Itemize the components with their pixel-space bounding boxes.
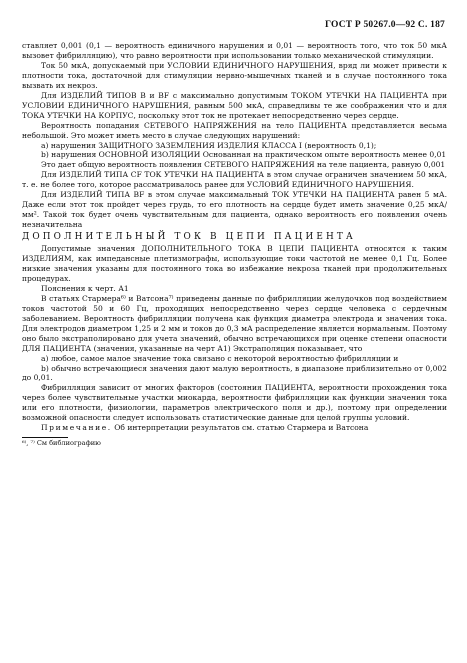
footnote: ⁶⁾, ⁷⁾ См библиографию	[22, 439, 101, 448]
paragraph: Для ИЗДЕЛИЙ ТИПА CF ТОК УТЕЧКИ НА ПАЦИЕНТА в этом случае ограничен значением 50 мкА, т. е. не более того, которое рассматривалось ранее для УСЛОВИЙ ЕДИНИЧНОГО НАРУШЕНИЯ.	[22, 170, 447, 190]
note-text: Об интерпретации результатов см. статью Стармера и Ватсона	[111, 423, 369, 433]
section-heading: ДОПОЛНИТЕЛЬНЫЙ ТОК В ЦЕПИ ПАЦИЕНТА	[22, 232, 356, 243]
paragraph: ставляет 0,001 (0,1 — вероятность единичного нарушения и 0,01 — вероятность того, что ток 50 мкА вызовет фибрилляцию), что равно вероятности при использовании только механической стимуляции.	[22, 41, 447, 60]
paragraph: Вероятность попадания СЕТЕВОГО НАПРЯЖЕНИЯ на тело ПАЦИЕНТА представляется весьма небольшой. Это может иметь место в случае следующих нарушений:	[22, 120, 447, 140]
list-item: b) обычно встречающиеся значения дают малую вероятность, в диапазоне приблизительно от 0,002 до 0,01.	[22, 363, 447, 383]
paragraph: Для ИЗДЕЛИЙ ТИПОВ В и BF с максимально допустимым ТОКОМ УТЕЧКИ НА ПАЦИЕНТА при УСЛОВИИ ЕДИНИЧНОГО НАРУШЕНИЯ, равным 500 мкА, справедливы те же соображения что и для ТОКА УТЕЧКИ НА КОРПУС, поскольку этот ток не протекает непосредственно через сердце.	[22, 90, 447, 120]
note	[22, 423, 447, 433]
paragraph: Ток 50 мкА, допускаемый при УСЛОВИИ ЕДИНИЧНОГО НАРУШЕНИЯ, вряд ли может привести к плотности тока, достаточной для стимуляции нервно-мышечных тканей и в случае постоянного тока вызвать их некроз.	[22, 60, 447, 90]
paragraph: Для ИЗДЕЛИЙ ТИПА BF в этом случае максимальный ТОК УТЕЧКИ НА ПАЦИЕНТА равен 5 мА. Даже если этот ток пройдет через грудь, то его плотность на сердце будет иметь значение 0,25 мкА/мм². Такой ток будет очень чувствительным для пациента, однако вероятность его появления очень незначительна	[22, 190, 447, 230]
paragraph: В статьях Стармера⁶⁾ и Ватсона⁷⁾ приведены данные по фибрилляции желудочков под воздействием токов частотой 50 и 60 Гц, проходящих непосредственно через сердце человека с сердечным заболеванием. Вероятность фибрилляции получена как функция диаметра электрода и значения тока. Для электродов диаметром 1,25 и 2 мм и токов до 0,3 мА распределение является нормальным. Поэтому оно было экстраполировано для учета значений, обычно встречающихся при оценке степени опасности ДЛЯ ПАЦИЕНТА (значения, указанные на черт А1) Экстраполяция показывает, что	[22, 293, 447, 353]
paragraph: Фибрилляция зависит от многих факторов (состояния ПАЦИЕНТА, вероятности прохождения тока через более чувствительные участки миокарда, вероятности фибрилляции как функции значения тока или его плотности, физиологии, параметров электрического поля и др.), поэтому при определении возможной опасности следует использовать статистические данные для целой группы условий.	[22, 383, 447, 423]
document-body	[22, 41, 447, 447]
paragraph: Это дает общую вероятность появления СЕТЕВОГО НАПРЯЖЕНИЯ на теле пациента, равную 0,001	[41, 160, 446, 170]
footnote-divider	[22, 437, 68, 438]
figure-caption-ref: Пояснения к черт. А1	[41, 283, 129, 293]
page-header: ГОСТ Р 50267.0—92 С. 187	[325, 20, 445, 30]
list-item: b) нарушения ОСНОВНОЙ ИЗОЛЯЦИИ Основанная на практическом опыте вероятность менее 0,01	[41, 150, 447, 160]
note-label: Примечание.	[41, 423, 112, 433]
list-item: а) нарушения ЗАЩИТНОГО ЗАЗЕМЛЕНИЯ ИЗДЕЛИЯ КЛАССА I (вероятность 0,1);	[41, 140, 377, 150]
list-item: а) любое, самое малое значение тока связано с некоторой вероятностью фибрилляции и	[41, 353, 399, 363]
paragraph: Допустимые значения ДОПОЛНИТЕЛЬНОГО ТОКА В ЦЕПИ ПАЦИЕНТА относятся к таким ИЗДЕЛИЯМ, как импедансные плетизмографы, использующие токи частотой не менее 0,1 Гц. Более низкие значения указаны для постоянного тока во избежание некроза тканей при продолжительных процедурах.	[22, 244, 447, 283]
